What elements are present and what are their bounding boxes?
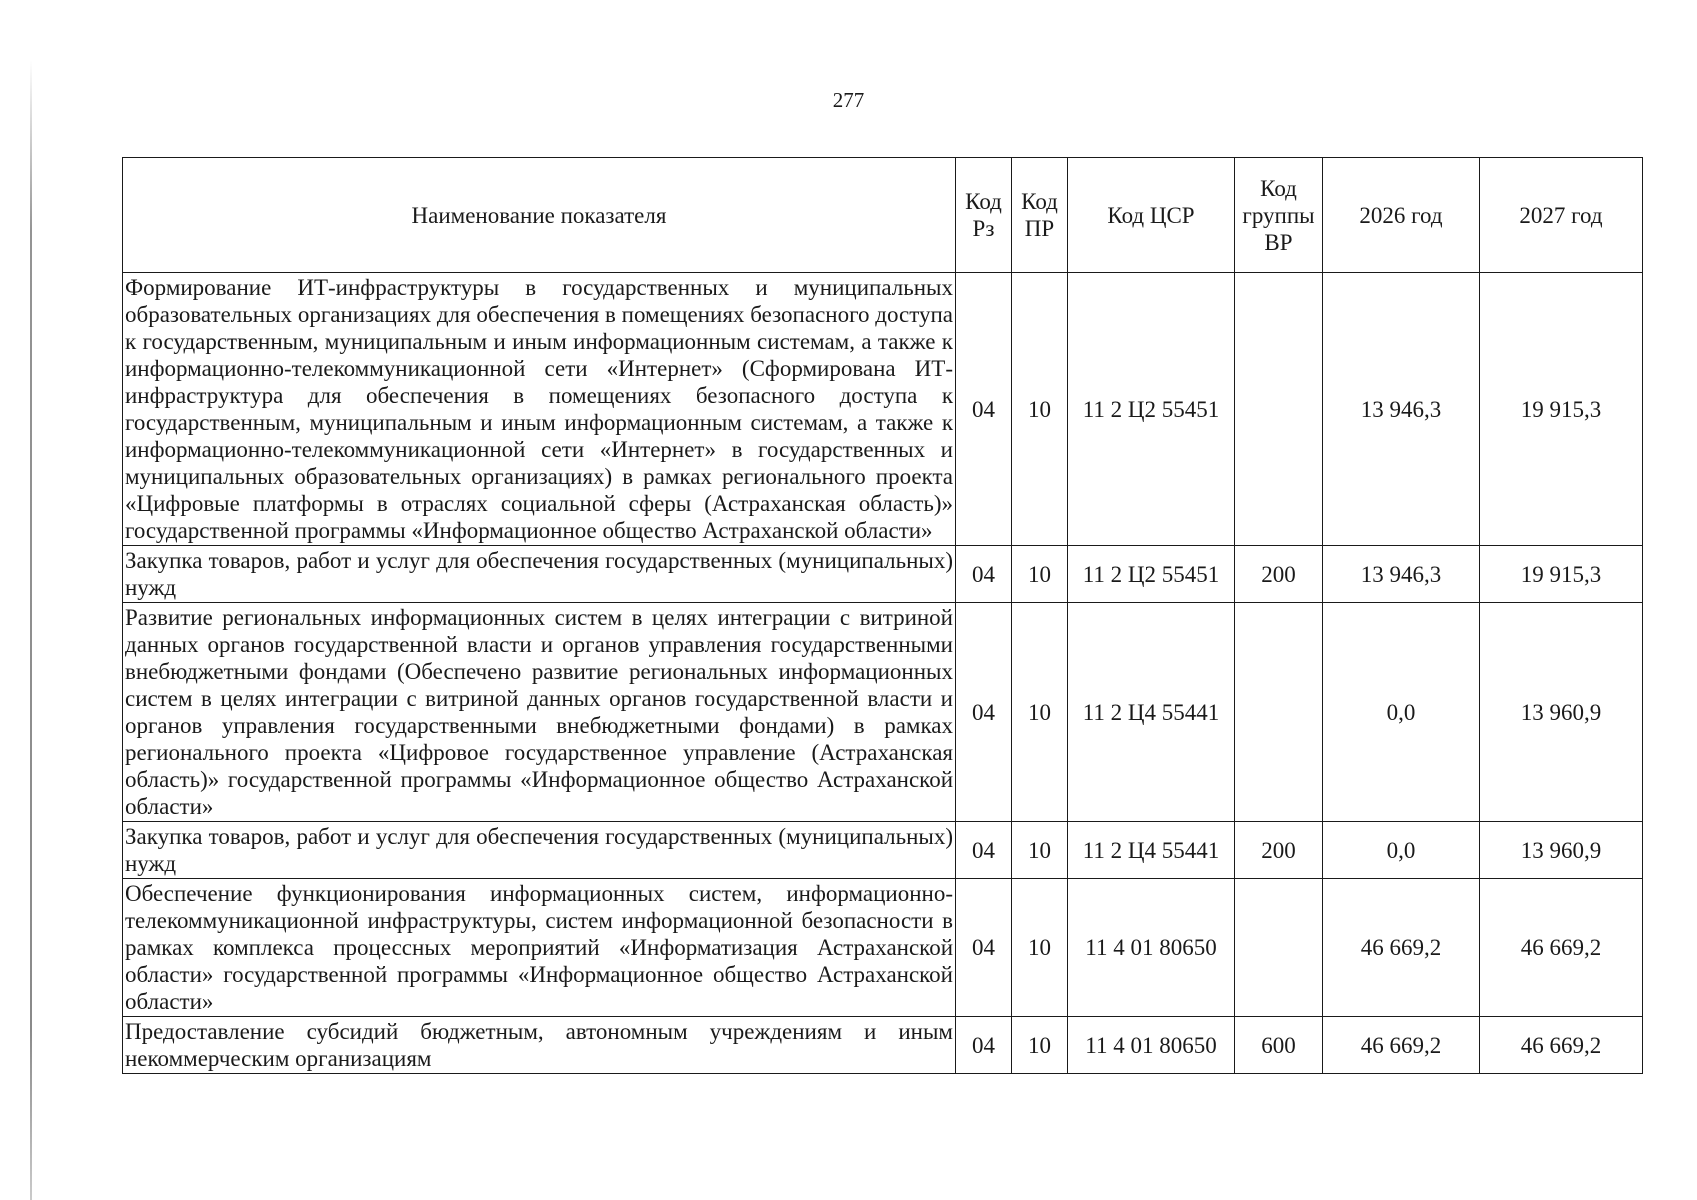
row-pr: 10 bbox=[1012, 822, 1068, 879]
row-2027: 13 960,9 bbox=[1480, 603, 1643, 822]
row-vr bbox=[1235, 879, 1323, 1017]
table-row bbox=[123, 546, 1643, 603]
row-rz: 04 bbox=[956, 1017, 1012, 1074]
budget-table bbox=[122, 157, 1643, 1074]
row-pr: 10 bbox=[1012, 273, 1068, 546]
row-name: Развитие региональных информационных систем в целях интеграции с витриной данных органов государственной власти и органов управления государственными внебюджетными фондами (Обеспечено развитие региональных информационных систем в целях интеграции с витриной данных органов государственной власти и органов управления государственными внебюджетными фондами) в рамках регионального проекта «Цифровое государственное управление (Астраханская область)» государственной программы «Информационное общество Астраханской области» bbox=[123, 603, 956, 822]
row-2026: 13 946,3 bbox=[1323, 546, 1480, 603]
table-row bbox=[123, 273, 1643, 546]
row-name: Обеспечение функционирования информационных систем, информационно-телекоммуникационной инфраструктуры, систем информационной безопасности в рамках комплекса процессных мероприятий «Информатизация Астраханской области» государственной программы «Информационное общество Астраханской области» bbox=[123, 879, 956, 1017]
header-2027: 2027 год bbox=[1480, 158, 1643, 273]
row-name: Формирование ИТ-инфраструктуры в государственных и муниципальных образовательных организациях для обеспечения в помещениях безопасного доступа к государственным, муниципальным и иным информационным системам, а также к информационно-телекоммуникационной сети «Интернет» (Сформирована ИТ-инфраструктура для обеспечения в помещениях безопасного доступа к государственным, муниципальным и иным информационным системам, а также к информационно-телекоммуникационной сети «Интернет» в государственных и муниципальных образовательных организациях) в рамках регионального проекта «Цифровые платформы в отраслях социальной сферы (Астраханская область)» государственной программы «Информационное общество Астраханской области» bbox=[123, 273, 956, 546]
row-pr: 10 bbox=[1012, 603, 1068, 822]
row-name: Закупка товаров, работ и услуг для обеспечения государственных (муниципальных) нужд bbox=[123, 822, 956, 879]
row-2027: 46 669,2 bbox=[1480, 879, 1643, 1017]
row-2027: 46 669,2 bbox=[1480, 1017, 1643, 1074]
row-name: Закупка товаров, работ и услуг для обеспечения государственных (муниципальных) нужд bbox=[123, 546, 956, 603]
table-row bbox=[123, 1017, 1643, 1074]
row-2027: 19 915,3 bbox=[1480, 273, 1643, 546]
row-csr: 11 4 01 80650 bbox=[1068, 1017, 1235, 1074]
row-rz: 04 bbox=[956, 603, 1012, 822]
header-vr: Код группы ВР bbox=[1235, 158, 1323, 273]
header-name: Наименование показателя bbox=[123, 158, 956, 273]
row-pr: 10 bbox=[1012, 546, 1068, 603]
table-row bbox=[123, 603, 1643, 822]
row-2027: 13 960,9 bbox=[1480, 822, 1643, 879]
row-vr: 200 bbox=[1235, 546, 1323, 603]
page-number: 277 bbox=[832, 88, 865, 112]
row-vr bbox=[1235, 603, 1323, 822]
row-2026: 0,0 bbox=[1323, 603, 1480, 822]
row-2027: 19 915,3 bbox=[1480, 546, 1643, 603]
row-rz: 04 bbox=[956, 822, 1012, 879]
row-vr: 600 bbox=[1235, 1017, 1323, 1074]
row-pr: 10 bbox=[1012, 1017, 1068, 1074]
header-rz: Код Рз bbox=[956, 158, 1012, 273]
header-2026: 2026 год bbox=[1323, 158, 1480, 273]
scan-margin-line bbox=[30, 60, 32, 1200]
row-2026: 0,0 bbox=[1323, 822, 1480, 879]
table-row bbox=[123, 879, 1643, 1017]
row-csr: 11 2 Ц2 55451 bbox=[1068, 273, 1235, 546]
row-rz: 04 bbox=[956, 273, 1012, 546]
row-vr: 200 bbox=[1235, 822, 1323, 879]
row-csr: 11 2 Ц2 55451 bbox=[1068, 546, 1235, 603]
header-csr: Код ЦСР bbox=[1068, 158, 1235, 273]
table-body bbox=[123, 273, 1643, 1074]
row-csr: 11 2 Ц4 55441 bbox=[1068, 603, 1235, 822]
row-2026: 13 946,3 bbox=[1323, 273, 1480, 546]
row-csr: 11 4 01 80650 bbox=[1068, 879, 1235, 1017]
row-name: Предоставление субсидий бюджетным, автономным учреждениям и иным некоммерческим организациям bbox=[123, 1017, 956, 1074]
row-pr: 10 bbox=[1012, 879, 1068, 1017]
header-pr: Код ПР bbox=[1012, 158, 1068, 273]
row-csr: 11 2 Ц4 55441 bbox=[1068, 822, 1235, 879]
row-vr bbox=[1235, 273, 1323, 546]
table-header bbox=[123, 158, 1643, 273]
row-2026: 46 669,2 bbox=[1323, 879, 1480, 1017]
row-2026: 46 669,2 bbox=[1323, 1017, 1480, 1074]
header-row bbox=[123, 158, 1643, 273]
table-row bbox=[123, 822, 1643, 879]
row-rz: 04 bbox=[956, 546, 1012, 603]
row-rz: 04 bbox=[956, 879, 1012, 1017]
